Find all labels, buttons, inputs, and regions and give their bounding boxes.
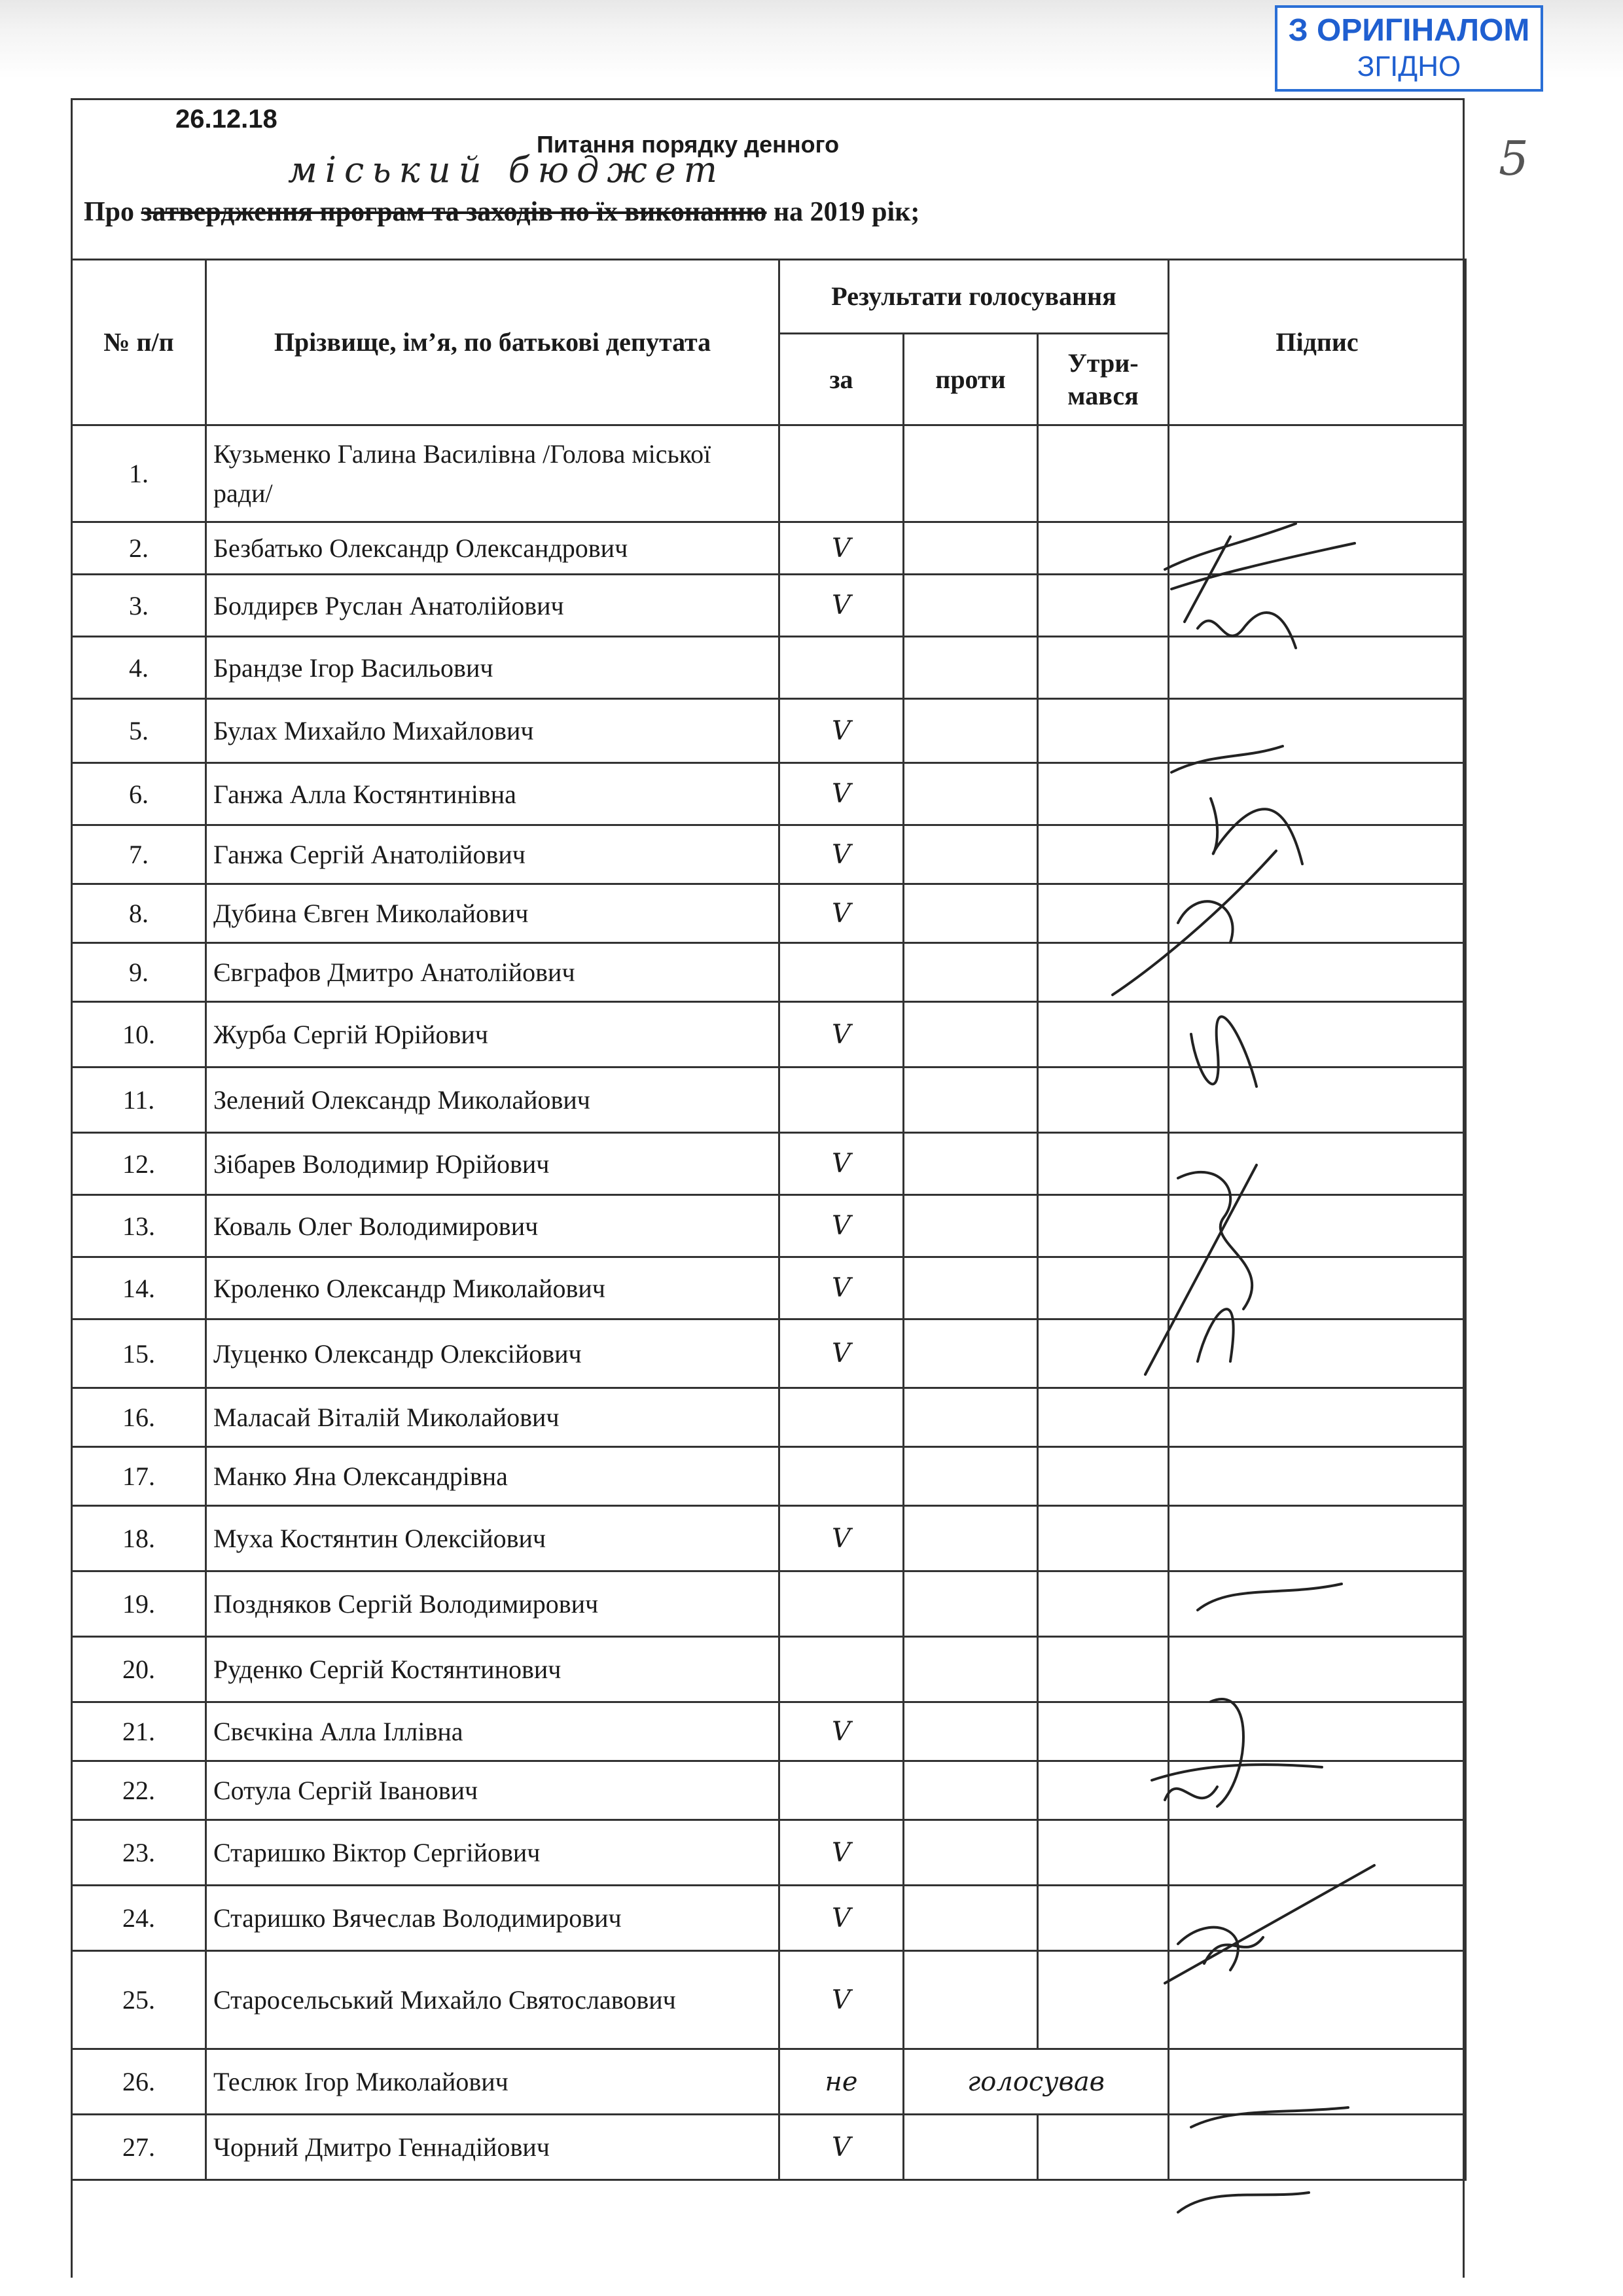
- table-row: [72, 825, 1466, 884]
- vote-against-cell: [904, 1820, 1038, 1886]
- vote-abstained-cell: [1038, 1319, 1169, 1388]
- vote-abstained-cell: [1038, 637, 1169, 699]
- certification-stamp: [1275, 5, 1543, 92]
- subject-prefix: Про: [84, 197, 141, 227]
- deputy-name: Брандзе Ігор Васильович: [206, 637, 779, 699]
- table-row: [72, 1447, 1466, 1506]
- row-number: 18.: [72, 1506, 206, 1571]
- vote-for-mark: V: [779, 1195, 904, 1257]
- document-date: 26.12.18: [175, 105, 277, 134]
- signature-cell: [1169, 943, 1466, 1002]
- signature-cell: [1169, 825, 1466, 884]
- agenda-title: Питання порядку денного: [537, 131, 840, 158]
- signature-cell: [1169, 522, 1466, 575]
- vote-for-mark: [779, 1637, 904, 1702]
- table-row: [72, 1133, 1466, 1195]
- table-row: [72, 1571, 1466, 1637]
- vote-abstained-cell: [1038, 1195, 1169, 1257]
- vote-against-cell: [904, 1886, 1038, 1951]
- deputy-name: Дубина Євген Миколайович: [206, 884, 779, 943]
- vote-abstained-cell: [1038, 1886, 1169, 1951]
- col-for-header: за: [779, 334, 904, 425]
- deputy-name: Сотула Сергій Іванович: [206, 1761, 779, 1820]
- vote-abstained-cell: [1038, 1388, 1169, 1447]
- vote-against-cell: [904, 1067, 1038, 1133]
- vote-abstained-cell: [1038, 1571, 1169, 1637]
- vote-for-mark: V: [779, 575, 904, 637]
- vote-against-cell: [904, 763, 1038, 825]
- row-number: 12.: [72, 1133, 206, 1195]
- signature-cell: [1169, 1761, 1466, 1820]
- col-abstained-header: Утри-мався: [1038, 334, 1169, 425]
- row-number: 24.: [72, 1886, 206, 1951]
- signature-cell: [1169, 1820, 1466, 1886]
- signature-cell: [1169, 1257, 1466, 1319]
- vote-abstained-cell: [1038, 1951, 1169, 2049]
- signature-cell: [1169, 1702, 1466, 1761]
- row-number: 1.: [72, 425, 206, 522]
- vote-abstained-cell: [1038, 425, 1169, 522]
- deputy-name: Кроленко Олександр Миколайович: [206, 1257, 779, 1319]
- row-number: 9.: [72, 943, 206, 1002]
- vote-for-mark: V: [779, 763, 904, 825]
- signature-cell: [1169, 1951, 1466, 2049]
- vote-for-mark: V: [779, 1133, 904, 1195]
- vote-abstained-cell: [1038, 699, 1169, 763]
- vote-for-mark: [779, 1447, 904, 1506]
- signature-cell: [1169, 1388, 1466, 1447]
- signature-cell: [1169, 1886, 1466, 1951]
- row-number: 20.: [72, 1637, 206, 1702]
- row-number: 3.: [72, 575, 206, 637]
- table-row: [72, 1002, 1466, 1067]
- vote-against-cell: [904, 575, 1038, 637]
- table-row: [72, 1820, 1466, 1886]
- signature-cell: [1169, 763, 1466, 825]
- stamp-line-1: З ОРИГІНАЛОМ: [1288, 13, 1530, 48]
- vote-for-mark: [779, 1571, 904, 1637]
- vote-for-mark: V: [779, 1002, 904, 1067]
- row-number: 25.: [72, 1951, 206, 2049]
- vote-abstained-cell: [1038, 2115, 1169, 2180]
- signature-cell: [1169, 1447, 1466, 1506]
- table-row: [72, 1951, 1466, 2049]
- deputy-name: Старосельський Михайло Святославович: [206, 1951, 779, 2049]
- vote-against-cell: [904, 943, 1038, 1002]
- vote-against-cell: [904, 1319, 1038, 1388]
- vote-against-cell: [904, 1388, 1038, 1447]
- table-row: [72, 1257, 1466, 1319]
- vote-abstained-cell: [1038, 943, 1169, 1002]
- row-number: 7.: [72, 825, 206, 884]
- vote-abstained-cell: [1038, 1067, 1169, 1133]
- row-number: 23.: [72, 1820, 206, 1886]
- deputy-name: Болдирєв Руслан Анатолійович: [206, 575, 779, 637]
- vote-against-cell: [904, 1637, 1038, 1702]
- row-number: 14.: [72, 1257, 206, 1319]
- table-row: [72, 1761, 1466, 1820]
- deputy-name: Луценко Олександр Олексійович: [206, 1319, 779, 1388]
- table-row: [72, 1637, 1466, 1702]
- vote-against-cell: [904, 1571, 1038, 1637]
- col-name-header: Прізвище, ім’я, по батькові депутата: [206, 260, 779, 425]
- vote-for-mark: V: [779, 1506, 904, 1571]
- vote-for-mark: [779, 1388, 904, 1447]
- agenda-subject: [84, 196, 919, 228]
- signature-cell: [1169, 2115, 1466, 2180]
- vote-against-cell: [904, 425, 1038, 522]
- deputy-name: Муха Костянтин Олексійович: [206, 1506, 779, 1571]
- row-number: 13.: [72, 1195, 206, 1257]
- row-number: 6.: [72, 763, 206, 825]
- vote-for-mark: V: [779, 1951, 904, 2049]
- table-row: [72, 884, 1466, 943]
- vote-for-mark: V: [779, 699, 904, 763]
- row-number: 15.: [72, 1319, 206, 1388]
- vote-note: голосував: [904, 2049, 1169, 2115]
- handwritten-note: міський бюджет: [288, 149, 725, 190]
- deputy-name: Кузьменко Галина Василівна /Голова міської ради/: [206, 425, 779, 522]
- vote-for-mark: V: [779, 1702, 904, 1761]
- table-row: [72, 699, 1466, 763]
- vote-against-cell: [904, 1133, 1038, 1195]
- signature-cell: [1169, 699, 1466, 763]
- vote-against-cell: [904, 2115, 1038, 2180]
- col-number-header: № п/п: [72, 260, 206, 425]
- vote-abstained-cell: [1038, 1820, 1169, 1886]
- table-row: [72, 1067, 1466, 1133]
- vote-abstained-cell: [1038, 1506, 1169, 1571]
- row-number: 19.: [72, 1571, 206, 1637]
- subject-struck-text: затвердження програм та заходів по їх виконанню: [141, 197, 767, 227]
- row-number: 17.: [72, 1447, 206, 1506]
- vote-abstained-cell: [1038, 1257, 1169, 1319]
- deputy-name: Безбатько Олександр Олександрович: [206, 522, 779, 575]
- deputy-name: Руденко Сергій Костянтинович: [206, 1637, 779, 1702]
- table-row: [72, 637, 1466, 699]
- row-number: 2.: [72, 522, 206, 575]
- vote-abstained-cell: [1038, 1702, 1169, 1761]
- vote-for-mark: V: [779, 884, 904, 943]
- table-row: [72, 1388, 1466, 1447]
- vote-for-mark: V: [779, 522, 904, 575]
- page-number: 5: [1499, 131, 1529, 186]
- stamp-line-2: ЗГІДНО: [1357, 50, 1461, 82]
- vote-abstained-cell: [1038, 1002, 1169, 1067]
- row-number: 21.: [72, 1702, 206, 1761]
- deputy-name: Старишко Віктор Сергійович: [206, 1820, 779, 1886]
- row-number: 22.: [72, 1761, 206, 1820]
- vote-abstained-cell: [1038, 575, 1169, 637]
- signature-cell: [1169, 884, 1466, 943]
- vote-abstained-cell: [1038, 825, 1169, 884]
- vote-for-mark: V: [779, 825, 904, 884]
- signature-cell: [1169, 1195, 1466, 1257]
- voting-table: [71, 259, 1467, 2181]
- deputy-name: Євграфов Дмитро Анатолійович: [206, 943, 779, 1002]
- deputy-name: Зібарев Володимир Юрійович: [206, 1133, 779, 1195]
- vote-against-cell: [904, 825, 1038, 884]
- deputy-name: Булах Михайло Михайлович: [206, 699, 779, 763]
- col-results-header: Результати голосування: [779, 260, 1169, 334]
- table-row: [72, 425, 1466, 522]
- signature-cell: [1169, 1319, 1466, 1388]
- vote-for-mark: [779, 425, 904, 522]
- vote-abstained-cell: [1038, 1761, 1169, 1820]
- vote-for-mark: [779, 943, 904, 1002]
- row-number: 27.: [72, 2115, 206, 2180]
- vote-abstained-cell: [1038, 1637, 1169, 1702]
- row-number: 5.: [72, 699, 206, 763]
- vote-against-cell: [904, 1195, 1038, 1257]
- row-number: 16.: [72, 1388, 206, 1447]
- vote-for-mark: V: [779, 2115, 904, 2180]
- vote-abstained-cell: [1038, 1133, 1169, 1195]
- vote-against-cell: [904, 1702, 1038, 1761]
- table-row: [72, 522, 1466, 575]
- deputy-name: Чорний Дмитро Геннадійович: [206, 2115, 779, 2180]
- vote-for-mark: [779, 1761, 904, 1820]
- signature-cell: [1169, 637, 1466, 699]
- row-number: 8.: [72, 884, 206, 943]
- vote-for-mark: V: [779, 1319, 904, 1388]
- vote-against-cell: [904, 884, 1038, 943]
- vote-against-cell: [904, 637, 1038, 699]
- deputy-name: Теслюк Ігор Миколайович: [206, 2049, 779, 2115]
- vote-against-cell: [904, 699, 1038, 763]
- table-row: [72, 2049, 1466, 2115]
- table-row: [72, 1886, 1466, 1951]
- signature-cell: [1169, 1133, 1466, 1195]
- vote-against-cell: [904, 1951, 1038, 2049]
- table-row: [72, 1319, 1466, 1388]
- vote-for-mark: V: [779, 1886, 904, 1951]
- signature-cell: [1169, 2049, 1466, 2115]
- row-number: 4.: [72, 637, 206, 699]
- table-row: [72, 1506, 1466, 1571]
- vote-for-mark: не: [779, 2049, 904, 2115]
- vote-abstained-cell: [1038, 763, 1169, 825]
- col-signature-header: Підпис: [1169, 260, 1466, 425]
- deputy-name: Старишко Вячеслав Володимирович: [206, 1886, 779, 1951]
- row-number: 11.: [72, 1067, 206, 1133]
- vote-abstained-cell: [1038, 522, 1169, 575]
- deputy-name: Ганжа Сергій Анатолійович: [206, 825, 779, 884]
- deputy-name: Коваль Олег Володимирович: [206, 1195, 779, 1257]
- signature-cell: [1169, 1002, 1466, 1067]
- signature-cell: [1169, 1506, 1466, 1571]
- table-row: [72, 1195, 1466, 1257]
- vote-for-mark: [779, 637, 904, 699]
- table-row: [72, 575, 1466, 637]
- deputy-name: Поздняков Сергій Володимирович: [206, 1571, 779, 1637]
- signature-cell: [1169, 575, 1466, 637]
- row-number: 26.: [72, 2049, 206, 2115]
- vote-for-mark: V: [779, 1820, 904, 1886]
- deputy-name: Ганжа Алла Костянтинівна: [206, 763, 779, 825]
- deputy-name: Манко Яна Олександрівна: [206, 1447, 779, 1506]
- vote-abstained-cell: [1038, 884, 1169, 943]
- table-row: [72, 2115, 1466, 2180]
- col-against-header: проти: [904, 334, 1038, 425]
- table-row: [72, 943, 1466, 1002]
- vote-for-mark: [779, 1067, 904, 1133]
- signature-cell: [1169, 1637, 1466, 1702]
- signature-cell: [1169, 1571, 1466, 1637]
- subject-suffix: на 2019 рік;: [766, 197, 920, 227]
- deputy-name: Зелений Олександр Миколайович: [206, 1067, 779, 1133]
- voting-table-body: [72, 425, 1466, 2180]
- vote-against-cell: [904, 1257, 1038, 1319]
- vote-for-mark: V: [779, 1257, 904, 1319]
- signature-cell: [1169, 1067, 1466, 1133]
- vote-against-cell: [904, 522, 1038, 575]
- vote-against-cell: [904, 1002, 1038, 1067]
- vote-against-cell: [904, 1447, 1038, 1506]
- signature-cell: [1169, 425, 1466, 522]
- table-row: [72, 1702, 1466, 1761]
- deputy-name: Маласай Віталій Миколайович: [206, 1388, 779, 1447]
- row-number: 10.: [72, 1002, 206, 1067]
- vote-against-cell: [904, 1506, 1038, 1571]
- vote-abstained-cell: [1038, 1447, 1169, 1506]
- vote-against-cell: [904, 1761, 1038, 1820]
- deputy-name: Журба Сергій Юрійович: [206, 1002, 779, 1067]
- deputy-name: Свєчкіна Алла Іллівна: [206, 1702, 779, 1761]
- table-row: [72, 763, 1466, 825]
